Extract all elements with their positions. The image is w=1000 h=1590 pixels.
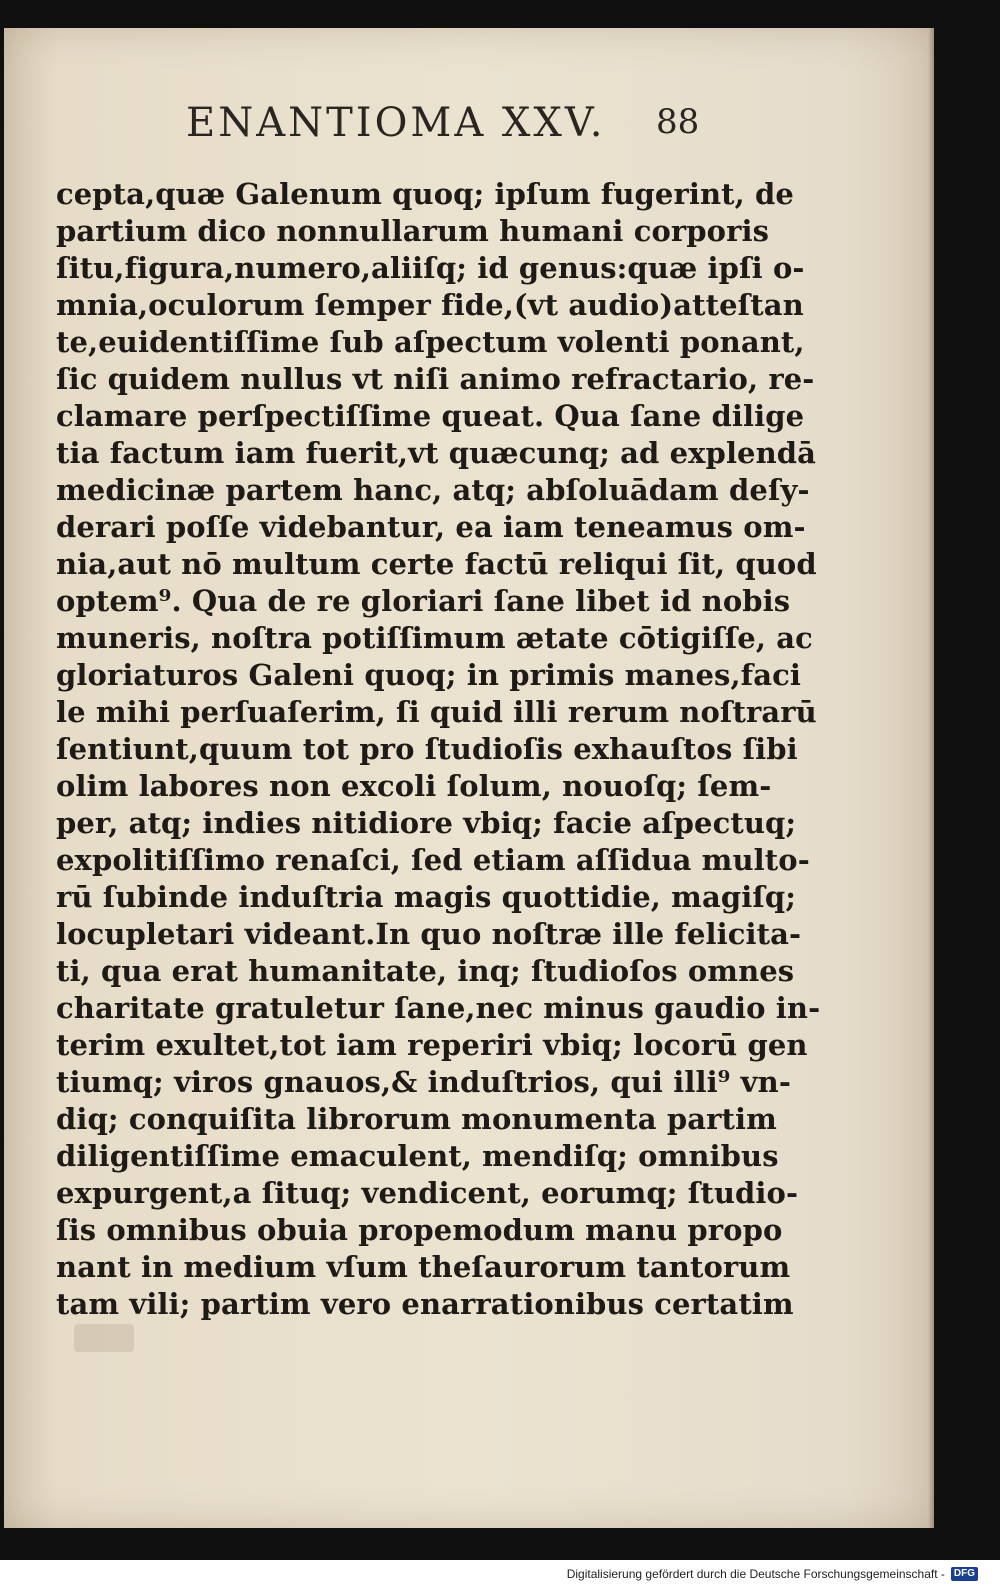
text-line: olim labores non excoli ſolum, nouoſq; ſem- <box>56 769 772 803</box>
book-page <box>4 28 934 1528</box>
text-line: medicinæ partem hanc, atq; abſoluādam deſy- <box>56 473 810 507</box>
text-line: le mihi perſuaſerim, ſi quid illi rerum noſtrarū <box>56 695 817 729</box>
body-text <box>56 176 821 1323</box>
text-line: diligentiſſime emaculent, mendiſq; omnibus <box>56 1139 779 1173</box>
text-line: ti, qua erat humanitate, inq; ſtudioſos omnes <box>56 954 795 988</box>
text-line: optem⁹. Qua de re gloriari ſane libet id nobis <box>56 584 791 618</box>
text-line: nant in medium vſum theſaurorum tantorum <box>56 1250 791 1284</box>
text-line: charitate gratuletur ſane,nec minus gaudio in- <box>56 991 821 1025</box>
text-line: partium dico nonnullarum humani corporis <box>56 214 770 248</box>
text-line: muneris, noſtra potiſſimum ætate cōtigiſſe, ac <box>56 621 813 655</box>
text-line: expolitiſſimo renaſci, ſed etiam aſſidua multo- <box>56 843 810 877</box>
text-line: ſis omnibus obuia propemodum manu propo <box>56 1213 783 1247</box>
text-line: terim exultet,tot iam reperiri vbiq; locorū gen <box>56 1028 808 1062</box>
digitization-footer <box>567 1562 978 1586</box>
footer-credit: Digitalisierung gefördert durch die Deutsche Forschungsgemeinschaft - <box>566 1567 945 1581</box>
running-title: ENANTIOMA XXV. <box>186 100 606 146</box>
page-edge-shadow <box>928 28 934 1528</box>
text-line: clamare perſpectiſſime queat. Qua ſane dilige <box>56 399 805 433</box>
text-line: locupletari videant.In quo noſtræ ille felicita- <box>56 917 802 951</box>
text-line: diq; conquiſita librorum monumenta partim <box>56 1102 777 1136</box>
text-line: tiumq; viros gnauos,& induſtrios, qui illi⁹ vn- <box>56 1065 791 1099</box>
text-line: nia,aut nō multum certe factū reliqui ſit, quod <box>56 547 817 581</box>
text-line: ſitu,figura,numero,aliiſq; id genus:quæ ipſi o- <box>56 251 805 285</box>
text-line: tia factum iam fuerit,vt quæcunq; ad explendā <box>56 436 817 470</box>
text-line: per, atq; indies nitidiore vbiq; facie aſpectuq; <box>56 806 797 840</box>
text-line: tam vili; partim vero enarrationibus certatim <box>56 1287 794 1321</box>
text-line: te,euidentiſſime ſub aſpectum volenti ponant, <box>56 325 805 359</box>
text-line: ſentiunt,quum tot pro ſtudioſis exhauſtos ſibi <box>56 732 798 766</box>
page-number: 88 <box>656 102 700 142</box>
show-through-mark <box>74 1324 134 1352</box>
text-line: mnia,oculorum ſemper fide,(vt audio)atteſtan <box>56 288 804 322</box>
text-line: rū ſubinde induſtria magis quottidie, magiſq; <box>56 880 797 914</box>
text-line: expurgent,a ſituq; vendicent, eorumq; ſtudio- <box>56 1176 799 1210</box>
text-line: ſic quidem nullus vt niſi animo refractario, re- <box>56 362 815 396</box>
page-header <box>186 100 746 160</box>
text-line: cepta,quæ Galenum quoq; ipſum fugerint, de <box>56 177 794 211</box>
dfg-logo: DFG <box>951 1567 978 1581</box>
text-line: gloriaturos Galeni quoq; in primis manes,faci <box>56 658 802 692</box>
text-line: derari poſſe videbantur, ea iam teneamus om- <box>56 510 806 544</box>
